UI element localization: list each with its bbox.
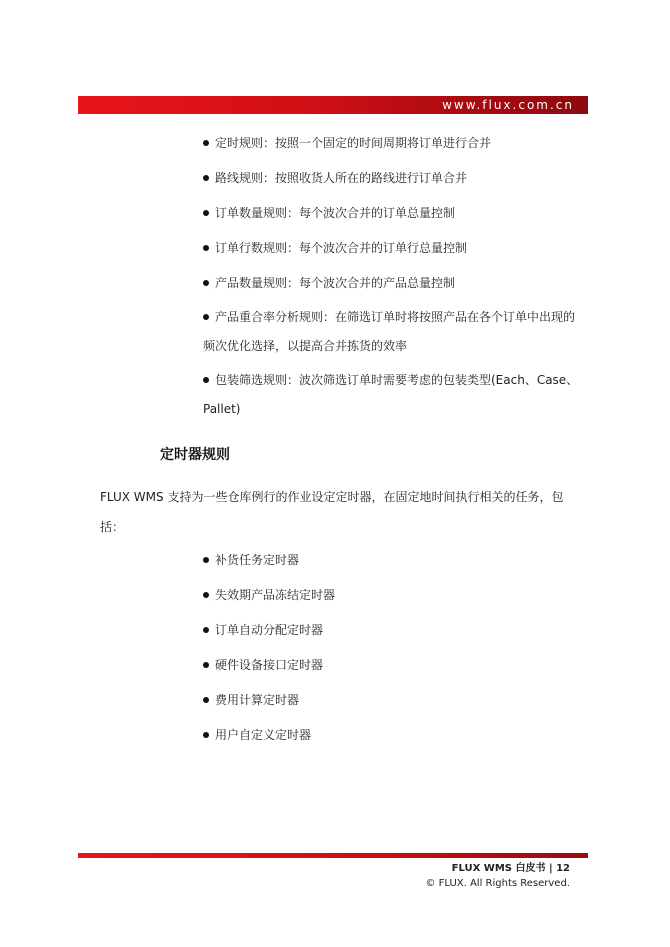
footer-separator: | [548,863,553,874]
section-intro: FLUX WMS 支持为一些仓库例行的作业设定定时器，在固定地时间执行相关的任务，包括： [100,490,564,534]
list-item [203,303,583,361]
list-item [203,615,583,645]
list-item-text: 订单数量规则：每个波次合并的订单总量控制 [215,206,456,220]
header-url: www.flux.com.cn [442,98,574,112]
page-number: 12 [556,863,570,874]
list-item-text: 补货任务定时器 [215,553,300,567]
bullet-icon [203,557,209,563]
footer-doc-title: FLUX WMS 白皮书 [451,863,546,874]
wave-rules-list [203,128,583,429]
list-item-text: 产品重合率分析规则：在筛选订单时将按照产品在各个订单中出现的频次优化选择，以提高合并拣货的效率 [203,310,576,353]
page-footer [425,862,570,890]
list-item-text: 费用计算定时器 [215,693,300,707]
list-item-text: 定时规则：按照一个固定的时间周期将订单进行合并 [215,136,492,150]
list-item [203,720,583,750]
list-item-text: 订单自动分配定时器 [215,623,324,637]
bullet-icon [203,732,209,738]
bullet-icon [203,140,209,146]
bullet-icon [203,377,209,383]
list-item-text: 路线规则：按照收货人所在的路线进行订单合并 [215,171,468,185]
bullet-icon [203,280,209,286]
list-item-text: 产品数量规则：每个波次合并的产品总量控制 [215,276,456,290]
list-item [203,163,583,193]
footer-copyright: © FLUX. All Rights Reserved. [425,878,570,889]
bullet-icon [203,697,209,703]
timers-list [203,545,583,755]
list-item-text: 硬件设备接口定时器 [215,658,324,672]
list-item [203,685,583,715]
bullet-icon [203,627,209,633]
bullet-icon [203,592,209,598]
list-item [203,268,583,298]
bullet-icon [203,210,209,216]
list-item [203,128,583,158]
list-item-text: 订单行数规则：每个波次合并的订单行总量控制 [215,241,468,255]
section-title: 定时器规则 [160,447,230,463]
list-item [203,198,583,228]
list-item [203,545,583,575]
bullet-icon [203,175,209,181]
list-item [203,580,583,610]
list-item [203,650,583,680]
list-item-text: 包装筛选规则：波次筛选订单时需要考虑的包装类型(Each、Case、Pallet) [203,373,579,416]
list-item [203,366,583,424]
footer-title-line [425,862,570,875]
bullet-icon [203,662,209,668]
list-item-text: 用户自定义定时器 [215,728,312,742]
list-item-text: 失效期产品冻结定时器 [215,588,336,602]
footer-bar [78,853,588,858]
list-item [203,233,583,263]
header-bar [78,96,588,114]
bullet-icon [203,245,209,251]
bullet-icon [203,314,209,320]
